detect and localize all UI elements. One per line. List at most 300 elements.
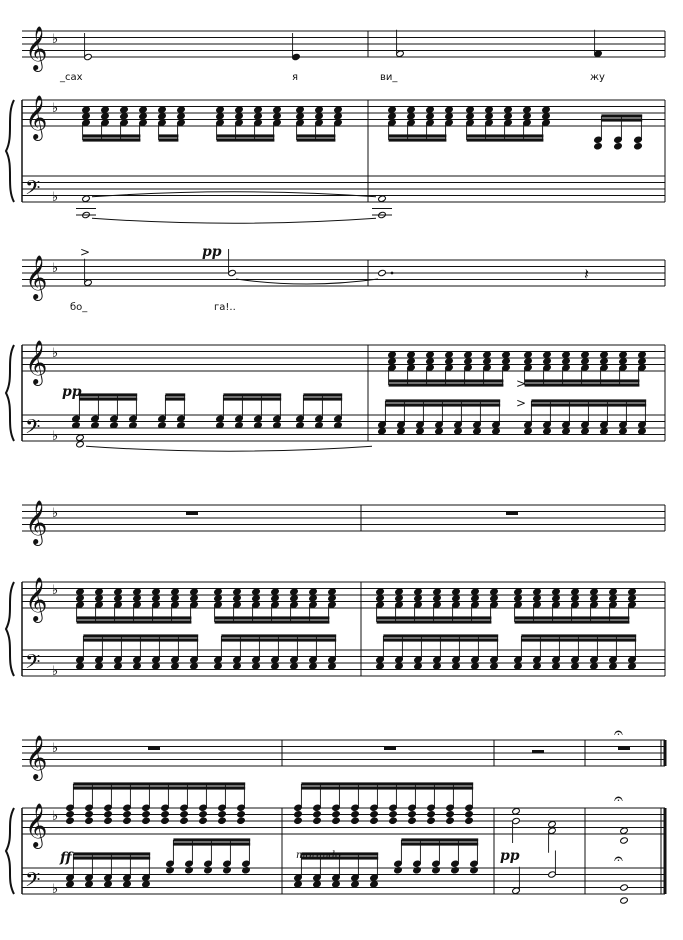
- chord-note: [395, 663, 404, 670]
- direction-morendo: morendo: [296, 850, 342, 861]
- chord-note: [483, 358, 492, 365]
- chord-note: [614, 143, 623, 150]
- chord-note: [388, 358, 397, 365]
- chord-note: [254, 113, 263, 120]
- lyric-zhu: жу: [590, 72, 605, 83]
- dynamic-pp-voice: pp: [202, 244, 222, 260]
- system-1: [6, 26, 665, 223]
- chord-note: [177, 106, 186, 113]
- chord-note: [408, 811, 417, 818]
- beam: [531, 403, 646, 406]
- beam: [159, 134, 179, 137]
- beam: [385, 403, 500, 406]
- beam: [73, 782, 245, 785]
- chord-note: [370, 817, 379, 824]
- chord-note: [590, 663, 599, 670]
- flat-icon: ♭: [52, 32, 59, 47]
- flat-icon: ♭: [52, 809, 59, 824]
- chord-note: [524, 351, 533, 358]
- chord-note: [114, 663, 123, 670]
- chord-note: [490, 663, 499, 670]
- treble-clef-icon: 𝄞: [25, 577, 48, 621]
- chord-note: [114, 595, 123, 602]
- accent-icon: >: [80, 245, 91, 259]
- beam: [83, 638, 198, 641]
- chord-note: [638, 428, 647, 435]
- chord-note: [514, 663, 523, 670]
- fermata-icon: 𝄐: [614, 849, 623, 868]
- beam: [301, 786, 473, 789]
- chord-note: [483, 351, 492, 358]
- chord-note: [543, 358, 552, 365]
- chord-note: [581, 358, 590, 365]
- flat-icon: ♭: [52, 190, 59, 205]
- whole-note: [378, 195, 387, 202]
- chord-note: [190, 595, 199, 602]
- chord-note: [407, 106, 416, 113]
- chord-note: [334, 113, 343, 120]
- beam: [165, 393, 185, 396]
- chord-note: [638, 351, 647, 358]
- chord-note: [309, 588, 318, 595]
- chord-note: [199, 811, 208, 818]
- chord-note: [581, 428, 590, 435]
- chord-note: [466, 106, 475, 113]
- chord-note: [523, 106, 532, 113]
- chord-note: [533, 588, 542, 595]
- chord-note: [471, 595, 480, 602]
- whole-rest-icon: [618, 747, 630, 751]
- whole-note: [620, 884, 629, 891]
- brace: [6, 582, 14, 676]
- whole-rest-icon: [384, 747, 396, 751]
- chord-note: [199, 817, 208, 824]
- chord-note: [309, 595, 318, 602]
- chord-note: [171, 663, 180, 670]
- chord-note: [180, 817, 189, 824]
- chord-note: [313, 881, 322, 888]
- chord-note: [485, 113, 494, 120]
- chord-note: [628, 588, 637, 595]
- treble-clef-icon: 𝄞: [25, 500, 48, 544]
- beam: [217, 138, 275, 141]
- flat-icon: ♭: [52, 346, 59, 361]
- chord-note: [416, 428, 425, 435]
- chord-note: [235, 106, 244, 113]
- chord-note: [543, 428, 552, 435]
- chord-note: [76, 663, 85, 670]
- chord-note: [446, 811, 455, 818]
- chord-note: [524, 428, 533, 435]
- beam: [525, 379, 640, 382]
- beam: [389, 383, 504, 386]
- chord-note: [446, 817, 455, 824]
- lyric-ya: я: [292, 72, 299, 83]
- beam: [77, 616, 192, 619]
- lyric-sax: _сах: [60, 72, 83, 83]
- chord-note: [514, 588, 523, 595]
- beam: [401, 842, 478, 845]
- chord-note: [237, 817, 246, 824]
- chord-note: [85, 811, 94, 818]
- chord-note: [271, 588, 280, 595]
- chord-note: [609, 588, 618, 595]
- whole-note: [82, 195, 91, 202]
- chord-note: [351, 817, 360, 824]
- chord-note: [218, 817, 227, 824]
- chord-note: [634, 143, 643, 150]
- chord-note: [502, 351, 511, 358]
- fermata-icon: 𝄐: [614, 789, 623, 808]
- chord-note: [76, 588, 85, 595]
- beam: [215, 616, 330, 619]
- beam: [383, 638, 498, 641]
- chord-note: [158, 106, 167, 113]
- chord-note: [214, 663, 223, 670]
- chord-note: [328, 595, 337, 602]
- tie: [86, 446, 372, 451]
- chord-note: [328, 663, 337, 670]
- chord-note: [445, 358, 454, 365]
- chord-note: [101, 113, 110, 120]
- beam: [297, 138, 336, 141]
- accent-icon: >: [516, 396, 527, 410]
- chord-note: [218, 811, 227, 818]
- brace: [6, 345, 14, 441]
- chord-note: [473, 428, 482, 435]
- flat-icon: ♭: [52, 664, 59, 679]
- chord-note: [376, 663, 385, 670]
- chord-note: [395, 595, 404, 602]
- brace: [6, 100, 14, 202]
- chord-note: [571, 595, 580, 602]
- beam: [301, 782, 473, 785]
- chord-note: [600, 358, 609, 365]
- whole-note: [620, 827, 629, 834]
- beam: [79, 397, 137, 400]
- chord-note: [533, 663, 542, 670]
- chord-note: [389, 817, 398, 824]
- chord-note: [290, 595, 299, 602]
- chord-note: [142, 881, 151, 888]
- chord-note: [452, 588, 461, 595]
- chord-note: [233, 588, 242, 595]
- chord-note: [309, 663, 318, 670]
- treble-clef-icon: 𝄞: [25, 340, 48, 384]
- chord-note: [95, 663, 104, 670]
- chord-note: [66, 817, 75, 824]
- chord-note: [609, 663, 618, 670]
- beam: [389, 138, 447, 141]
- chord-note: [332, 811, 341, 818]
- bass-clef-icon: 𝄢: [25, 650, 41, 678]
- tie: [92, 192, 376, 197]
- beam: [221, 638, 336, 641]
- chord-note: [426, 358, 435, 365]
- chord-note: [543, 351, 552, 358]
- chord-note: [290, 663, 299, 670]
- bass-clef-icon: 𝄢: [25, 176, 41, 204]
- chord-note: [180, 811, 189, 818]
- dynamic-pp-piano: pp: [62, 384, 82, 400]
- system-2-text: [62, 244, 236, 400]
- lyric-bo: бо_: [70, 302, 88, 313]
- chord-note: [388, 106, 397, 113]
- chord-note: [464, 358, 473, 365]
- chord-note: [85, 817, 94, 824]
- chord-note: [427, 811, 436, 818]
- chord-note: [216, 113, 225, 120]
- chord-note: [233, 663, 242, 670]
- chord-note: [581, 351, 590, 358]
- beam: [377, 616, 492, 619]
- chord-note: [407, 351, 416, 358]
- beam: [383, 634, 498, 637]
- chord-note: [464, 351, 473, 358]
- beam: [83, 138, 141, 141]
- flat-icon: ♭: [52, 741, 59, 756]
- chord-note: [152, 588, 161, 595]
- beam: [521, 634, 636, 637]
- chord-note: [294, 881, 303, 888]
- chord-note: [552, 588, 561, 595]
- beam: [159, 138, 179, 141]
- chord-note: [76, 595, 85, 602]
- chord-note: [552, 663, 561, 670]
- chord-note: [514, 595, 523, 602]
- chord-note: [408, 817, 417, 824]
- chord-note: [82, 113, 91, 120]
- chord-note: [388, 351, 397, 358]
- chord-note: [454, 428, 463, 435]
- chord-note: [171, 595, 180, 602]
- chord-note: [433, 588, 442, 595]
- bass-clef-icon: 𝄢: [25, 415, 41, 443]
- chord-note: [334, 106, 343, 113]
- chord-note: [235, 113, 244, 120]
- whole-rest-icon: [148, 747, 160, 751]
- chord-note: [552, 595, 561, 602]
- chord-note: [190, 588, 199, 595]
- chord-note: [123, 817, 132, 824]
- chord-note: [142, 817, 151, 824]
- beam: [515, 616, 630, 619]
- chord-note: [370, 811, 379, 818]
- chord-note: [252, 595, 261, 602]
- beam: [173, 842, 250, 845]
- chord-note: [471, 588, 480, 595]
- chord-note: [562, 351, 571, 358]
- half-note: [512, 808, 521, 815]
- chord-note: [271, 595, 280, 602]
- chord-note: [158, 113, 167, 120]
- beam: [217, 134, 275, 137]
- chord-note: [600, 428, 609, 435]
- flat-icon: ♭: [52, 506, 59, 521]
- chord-note: [133, 663, 142, 670]
- lyric-vi: ви_: [380, 72, 398, 83]
- beam: [377, 620, 492, 623]
- chord-note: [628, 595, 637, 602]
- beam: [223, 397, 281, 400]
- chord-note: [376, 595, 385, 602]
- chord-note: [252, 663, 261, 670]
- beam: [521, 638, 636, 641]
- flat-icon: ♭: [52, 429, 59, 444]
- chord-note: [504, 113, 513, 120]
- beam: [223, 393, 281, 396]
- half-note: [378, 269, 387, 276]
- dynamic-ff: ff: [60, 850, 72, 866]
- chord-note: [252, 588, 261, 595]
- beam: [531, 399, 646, 402]
- chord-note: [296, 113, 305, 120]
- chord-note: [407, 113, 416, 120]
- beam: [77, 620, 192, 623]
- chord-note: [376, 588, 385, 595]
- system-4: [6, 723, 665, 904]
- chord-note: [351, 811, 360, 818]
- bass-clef-icon: 𝄢: [25, 868, 41, 896]
- chord-note: [294, 811, 303, 818]
- chord-note: [435, 428, 444, 435]
- beam: [73, 786, 245, 789]
- chord-note: [502, 358, 511, 365]
- chord-note: [445, 351, 454, 358]
- chord-note: [619, 351, 628, 358]
- fermata-icon: 𝄐: [614, 723, 623, 742]
- beam: [73, 856, 150, 859]
- chord-note: [101, 106, 110, 113]
- whole-note: [76, 434, 85, 441]
- chord-note: [378, 428, 387, 435]
- chord-note: [619, 358, 628, 365]
- chord-note: [471, 663, 480, 670]
- beam: [389, 134, 447, 137]
- chord-note: [465, 811, 474, 818]
- tie: [92, 218, 376, 223]
- treble-clef-icon: 𝄞: [25, 735, 48, 779]
- chord-note: [414, 595, 423, 602]
- chord-note: [395, 588, 404, 595]
- chord-note: [313, 817, 322, 824]
- beam: [165, 397, 185, 400]
- chord-note: [590, 595, 599, 602]
- flat-icon: ♭: [52, 583, 59, 598]
- chord-note: [504, 106, 513, 113]
- chord-note: [426, 106, 435, 113]
- chord-note: [628, 663, 637, 670]
- chord-note: [414, 588, 423, 595]
- beam: [303, 393, 342, 396]
- chord-note: [214, 595, 223, 602]
- chord-note: [152, 595, 161, 602]
- beam: [221, 634, 336, 637]
- dot: [391, 272, 394, 275]
- chord-note: [388, 113, 397, 120]
- chord-note: [133, 595, 142, 602]
- chord-note: [332, 817, 341, 824]
- chord-note: [490, 595, 499, 602]
- chord-note: [433, 663, 442, 670]
- beam: [515, 620, 630, 623]
- chord-note: [95, 595, 104, 602]
- chord-note: [466, 113, 475, 120]
- chord-note: [533, 595, 542, 602]
- chord-note: [485, 106, 494, 113]
- whole-note: [620, 837, 629, 844]
- chord-note: [104, 881, 113, 888]
- accent-icon: >: [516, 376, 527, 391]
- flat-icon: ♭: [52, 261, 59, 276]
- chord-note: [594, 143, 603, 150]
- chord-note: [273, 113, 282, 120]
- quarter-rest-icon: 𝄽: [584, 264, 589, 284]
- chord-note: [370, 881, 379, 888]
- beam: [467, 138, 544, 141]
- flat-icon: ♭: [52, 101, 59, 116]
- flat-icon: ♭: [52, 882, 59, 897]
- chord-note: [120, 113, 129, 120]
- chord-note: [133, 588, 142, 595]
- chord-note: [313, 811, 322, 818]
- chord-note: [397, 428, 406, 435]
- whole-note: [620, 897, 629, 904]
- beam: [215, 620, 330, 623]
- chord-note: [271, 663, 280, 670]
- chord-note: [161, 817, 170, 824]
- treble-clef-icon: 𝄞: [25, 255, 48, 299]
- chord-note: [214, 588, 223, 595]
- chord-note: [407, 358, 416, 365]
- chord-note: [237, 811, 246, 818]
- chord-note: [452, 663, 461, 670]
- treble-clef-icon: 𝄞: [25, 26, 48, 70]
- chord-note: [254, 106, 263, 113]
- chord-note: [66, 881, 75, 888]
- chord-note: [120, 106, 129, 113]
- beam: [385, 399, 500, 402]
- chord-note: [571, 663, 580, 670]
- chord-note: [190, 663, 199, 670]
- beam: [297, 134, 336, 137]
- chord-note: [427, 817, 436, 824]
- chord-note: [452, 595, 461, 602]
- chord-note: [161, 811, 170, 818]
- dynamic-pp-final: pp: [500, 848, 520, 864]
- chord-note: [609, 595, 618, 602]
- chord-note: [445, 106, 454, 113]
- chord-note: [600, 351, 609, 358]
- chord-note: [414, 663, 423, 670]
- beam: [601, 118, 642, 121]
- beam: [401, 838, 478, 841]
- chord-note: [465, 817, 474, 824]
- chord-note: [562, 358, 571, 365]
- chord-note: [123, 881, 132, 888]
- system-1-lyrics: [59, 72, 605, 83]
- chord-note: [123, 811, 132, 818]
- system-2: [6, 245, 665, 451]
- chord-note: [571, 588, 580, 595]
- chord-note: [351, 881, 360, 888]
- chord-note: [315, 106, 324, 113]
- chord-note: [216, 106, 225, 113]
- chord-note: [315, 113, 324, 120]
- chord-note: [524, 358, 533, 365]
- chord-note: [638, 358, 647, 365]
- beam: [83, 634, 198, 637]
